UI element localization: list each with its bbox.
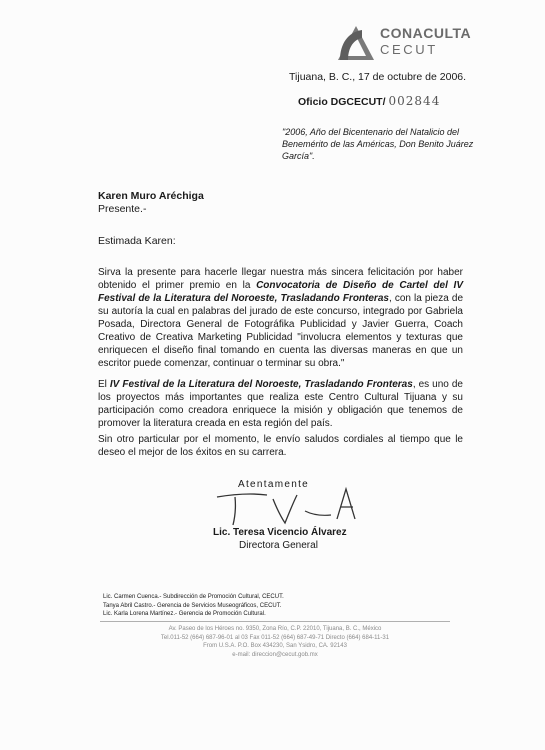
- footer-line: Av. Paseo de los Héroes no. 9350, Zona Río, C.P. 22010, Tijuana, B. C., México: [168, 626, 382, 632]
- recipient-name: Karen Muro Aréchiga: [98, 190, 204, 202]
- closing-atentamente: Atentamente: [238, 479, 310, 490]
- footer-address: [100, 625, 450, 659]
- cc-item: Lic. Karla Lorena Martínez.- Gerencia de Promoción Cultural.: [103, 611, 266, 617]
- cc-list: [103, 593, 284, 619]
- oficio-reference: [298, 94, 440, 108]
- official-motto: "2006, Año del Bicentenario del Natalicio del Benemérito de las Américas, Don Benito Juárez García".: [282, 127, 474, 161]
- logo-text-cecut: CECUT: [380, 42, 438, 57]
- body-paragraph-1: [98, 266, 463, 370]
- footer-divider: [100, 621, 450, 622]
- signer-title: Directora General: [239, 540, 318, 551]
- recipient-block: [98, 190, 204, 216]
- signer-name: Lic. Teresa Vicencio Álvarez: [213, 527, 347, 538]
- p1-text-c: , con la pieza de su autoría la cual en palabras del jurado de este concurso, integrado por Gabriela Posada, Directora General de Fotográfika Publicidad y Javier Guerra, Coach Creativo de Creativa Marketing Publicidad "involucra elementos y texturas que enriquecen el diseño final tomando en cuenta las diversas maneras en que un escritor puede comenzar, continuar o terminar su obra.": [98, 293, 464, 369]
- recipient-presente: Presente.-: [98, 203, 147, 215]
- footer-line: From U.S.A. P.O. Box 434230, San Ysidro, CA. 92143: [203, 643, 347, 649]
- oficio-label: Oficio DGCECUT/: [298, 96, 386, 108]
- p1-contest-name: Convocatoria de Diseño de Cartel del IV Festival de la Literatura del Noroeste, Trasladando Fronteras: [98, 280, 463, 304]
- handwritten-signature: [205, 485, 380, 530]
- cc-item: Lic. Carmen Cuenca.- Subdirección de Promoción Cultural, CECUT.: [103, 594, 284, 600]
- letter-date: Tijuana, B. C., 17 de octubre de 2006.: [289, 71, 467, 83]
- conaculta-cecut-logo: [336, 22, 472, 62]
- body-paragraph-3: Sin otro particular por el momento, le envío saludos cordiales al tiempo que le deseo el mejor de los éxitos en su carrera.: [98, 434, 463, 458]
- footer-line: Tel.011-52 (664) 687-96-01 al 03 Fax 011-52 (664) 687-49-71 Directo (664) 684-11-31: [160, 634, 390, 641]
- logo-mark-icon: [336, 24, 376, 62]
- logo-text-conaculta: CONACULTA: [380, 25, 472, 41]
- p2-text-a: El: [98, 379, 110, 390]
- p2-text-c: , es uno de los proyectos más importantes que realiza este Centro Cultural Tijuana y su participación como creadora enriquece la misión y obligación que tenemos de promover la literatura creada en esta región del país.: [98, 379, 463, 429]
- cc-item: Tanya Abril Castro.- Gerencia de Servicios Museográficos, CECUT.: [103, 602, 282, 609]
- p1-text-a: Sirva la presente para hacerle llegar nuestra más sincera felicitación por haber obtenido el primer premio en la: [98, 267, 463, 291]
- body-paragraph-2: [98, 378, 463, 430]
- greeting: Estimada Karen:: [98, 235, 176, 247]
- p2-festival-name: IV Festival de la Literatura del Noroeste, Trasladando Fronteras: [109, 379, 413, 390]
- footer-line: e-mail: direccion@cecut.gob.mx: [232, 651, 318, 658]
- oficio-number: 002844: [388, 94, 441, 108]
